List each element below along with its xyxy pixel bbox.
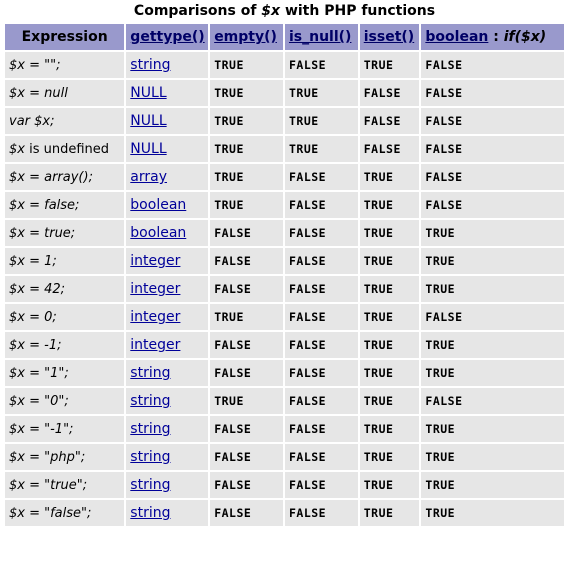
table-row — [5, 164, 564, 190]
header-gettype — [126, 24, 208, 50]
isset-value: TRUE — [360, 192, 420, 218]
table-row — [5, 248, 564, 274]
boolean-value: FALSE — [421, 164, 564, 190]
expression-cell — [5, 444, 124, 470]
table-row — [5, 80, 564, 106]
type-link[interactable]: NULL — [130, 85, 167, 101]
type-link[interactable]: string — [130, 365, 171, 381]
table-row — [5, 360, 564, 386]
is-null-value: FALSE — [285, 360, 358, 386]
expression-code: $x = array(); — [9, 169, 93, 185]
gettype-cell — [126, 472, 208, 498]
gettype-cell — [126, 276, 208, 302]
expression-cell — [5, 192, 124, 218]
header-row — [5, 24, 564, 50]
isset-value: TRUE — [360, 304, 420, 330]
boolean-value: FALSE — [421, 108, 564, 134]
boolean-value: FALSE — [421, 304, 564, 330]
is-null-value: FALSE — [285, 248, 358, 274]
header-empty — [210, 24, 283, 50]
type-link[interactable]: string — [130, 477, 171, 493]
is-null-value: FALSE — [285, 304, 358, 330]
empty-value: TRUE — [210, 164, 283, 190]
is-null-value: TRUE — [285, 136, 358, 162]
gettype-cell — [126, 164, 208, 190]
expression-code: $x = "-1"; — [9, 421, 74, 437]
expression-code: $x = 42; — [9, 281, 66, 297]
is-null-value: FALSE — [285, 444, 358, 470]
expression-code: $x = 0; — [9, 309, 57, 325]
expression-cell — [5, 472, 124, 498]
empty-value: TRUE — [210, 80, 283, 106]
expression-code: $x = "true"; — [9, 477, 88, 493]
expression-cell — [5, 108, 124, 134]
isset-value: TRUE — [360, 332, 420, 358]
table-row — [5, 108, 564, 134]
type-link[interactable]: string — [130, 393, 171, 409]
table-row — [5, 500, 564, 526]
gettype-cell — [126, 220, 208, 246]
isset-value: TRUE — [360, 360, 420, 386]
is-null-value: FALSE — [285, 500, 358, 526]
expression-code: $x = "0"; — [9, 393, 69, 409]
boolean-suffix-separator: : — [488, 29, 504, 45]
expression-cell — [5, 500, 124, 526]
type-link[interactable]: string — [130, 421, 171, 437]
boolean-value: FALSE — [421, 388, 564, 414]
empty-value: FALSE — [210, 360, 283, 386]
empty-value: FALSE — [210, 500, 283, 526]
empty-value: TRUE — [210, 52, 283, 78]
isset-value: TRUE — [360, 472, 420, 498]
expression-text: is undefined — [24, 141, 110, 157]
empty-value: TRUE — [210, 136, 283, 162]
boolean-value: TRUE — [421, 276, 564, 302]
isset-value: FALSE — [360, 136, 420, 162]
is-null-value: FALSE — [285, 276, 358, 302]
boolean-value: FALSE — [421, 52, 564, 78]
expression-code: $x = "false"; — [9, 505, 92, 521]
isset-value: TRUE — [360, 276, 420, 302]
expression-cell — [5, 136, 124, 162]
table-caption — [0, 0, 569, 22]
empty-value: TRUE — [210, 388, 283, 414]
type-link[interactable]: boolean — [130, 197, 187, 213]
boolean-value: TRUE — [421, 500, 564, 526]
gettype-cell — [126, 444, 208, 470]
isset-link[interactable]: isset() — [363, 29, 415, 45]
type-link[interactable]: string — [130, 57, 171, 73]
boolean-link[interactable]: boolean — [425, 29, 489, 45]
boolean-value: TRUE — [421, 332, 564, 358]
isset-value: TRUE — [360, 164, 420, 190]
caption-variable: $x — [261, 3, 281, 19]
expression-code: $x = 1; — [9, 253, 57, 269]
empty-value: FALSE — [210, 220, 283, 246]
is-null-value: FALSE — [285, 52, 358, 78]
expression-code: $x = false; — [9, 197, 80, 213]
expression-cell — [5, 276, 124, 302]
expression-cell — [5, 332, 124, 358]
empty-value: FALSE — [210, 248, 283, 274]
gettype-link[interactable]: gettype() — [130, 29, 205, 45]
type-link[interactable]: string — [130, 449, 171, 465]
boolean-value: TRUE — [421, 444, 564, 470]
is-null-value: FALSE — [285, 164, 358, 190]
type-link[interactable]: integer — [130, 281, 181, 297]
isset-value: TRUE — [360, 52, 420, 78]
gettype-cell — [126, 360, 208, 386]
table-row — [5, 52, 564, 78]
gettype-cell — [126, 248, 208, 274]
table-row — [5, 192, 564, 218]
empty-value: TRUE — [210, 304, 283, 330]
header-isset — [360, 24, 420, 50]
empty-value: FALSE — [210, 416, 283, 442]
empty-link[interactable]: empty() — [214, 29, 277, 45]
header-boolean — [421, 24, 564, 50]
expression-code: $x = ""; — [9, 57, 61, 73]
expression-cell — [5, 360, 124, 386]
is-null-value: FALSE — [285, 472, 358, 498]
type-link[interactable]: boolean — [130, 225, 187, 241]
table-row — [5, 136, 564, 162]
empty-value: FALSE — [210, 332, 283, 358]
boolean-value: TRUE — [421, 360, 564, 386]
type-link[interactable]: array — [130, 169, 168, 185]
is-null-value: FALSE — [285, 192, 358, 218]
empty-value: TRUE — [210, 108, 283, 134]
expression-code: $x = -1; — [9, 337, 62, 353]
expression-cell — [5, 416, 124, 442]
expression-cell — [5, 388, 124, 414]
empty-value: TRUE — [210, 192, 283, 218]
boolean-value: FALSE — [421, 80, 564, 106]
type-link[interactable]: integer — [130, 253, 181, 269]
boolean-value: TRUE — [421, 248, 564, 274]
table-row — [5, 388, 564, 414]
boolean-suffix: if($x) — [503, 29, 547, 45]
boolean-value: FALSE — [421, 136, 564, 162]
is-null-value: TRUE — [285, 108, 358, 134]
expression-code: $x = null — [9, 85, 68, 101]
comparison-table — [3, 22, 566, 528]
type-link[interactable]: integer — [130, 309, 181, 325]
gettype-cell — [126, 416, 208, 442]
type-link[interactable]: NULL — [130, 141, 167, 157]
is-null-value: FALSE — [285, 332, 358, 358]
isset-value: FALSE — [360, 80, 420, 106]
isset-value: TRUE — [360, 220, 420, 246]
is-null-link[interactable]: is_null() — [288, 29, 352, 45]
gettype-cell — [126, 80, 208, 106]
is-null-value: FALSE — [285, 388, 358, 414]
empty-value: FALSE — [210, 444, 283, 470]
boolean-value: TRUE — [421, 220, 564, 246]
expression-code: $x — [9, 141, 25, 157]
gettype-cell — [126, 192, 208, 218]
empty-value: FALSE — [210, 276, 283, 302]
isset-value: TRUE — [360, 500, 420, 526]
table-row — [5, 332, 564, 358]
header-is-null — [285, 24, 358, 50]
gettype-cell — [126, 388, 208, 414]
isset-value: TRUE — [360, 416, 420, 442]
is-null-value: FALSE — [285, 416, 358, 442]
gettype-cell — [126, 500, 208, 526]
isset-value: TRUE — [360, 388, 420, 414]
expression-code: $x = true; — [9, 225, 76, 241]
expression-cell — [5, 52, 124, 78]
type-link[interactable]: NULL — [130, 113, 167, 129]
gettype-cell — [126, 304, 208, 330]
type-link[interactable]: integer — [130, 337, 181, 353]
gettype-cell — [126, 108, 208, 134]
table-row — [5, 276, 564, 302]
expression-code: var $x; — [9, 113, 55, 129]
expression-code: $x = "php"; — [9, 449, 86, 465]
expression-cell — [5, 220, 124, 246]
table-row — [5, 416, 564, 442]
expression-code: $x = "1"; — [9, 365, 69, 381]
boolean-value: TRUE — [421, 416, 564, 442]
gettype-cell — [126, 52, 208, 78]
gettype-cell — [126, 332, 208, 358]
caption-prefix: Comparisons of — [133, 3, 262, 19]
expression-cell — [5, 164, 124, 190]
isset-value: TRUE — [360, 444, 420, 470]
boolean-value: TRUE — [421, 472, 564, 498]
caption-suffix: with PHP functions — [280, 3, 436, 19]
table-row — [5, 304, 564, 330]
header-expression: Expression — [5, 24, 124, 50]
empty-value: FALSE — [210, 472, 283, 498]
table-row — [5, 444, 564, 470]
expression-cell — [5, 304, 124, 330]
is-null-value: FALSE — [285, 220, 358, 246]
type-link[interactable]: string — [130, 505, 171, 521]
is-null-value: TRUE — [285, 80, 358, 106]
expression-cell — [5, 248, 124, 274]
expression-cell — [5, 80, 124, 106]
isset-value: TRUE — [360, 248, 420, 274]
table-row — [5, 472, 564, 498]
gettype-cell — [126, 136, 208, 162]
boolean-value: FALSE — [421, 192, 564, 218]
isset-value: FALSE — [360, 108, 420, 134]
table-row — [5, 220, 564, 246]
